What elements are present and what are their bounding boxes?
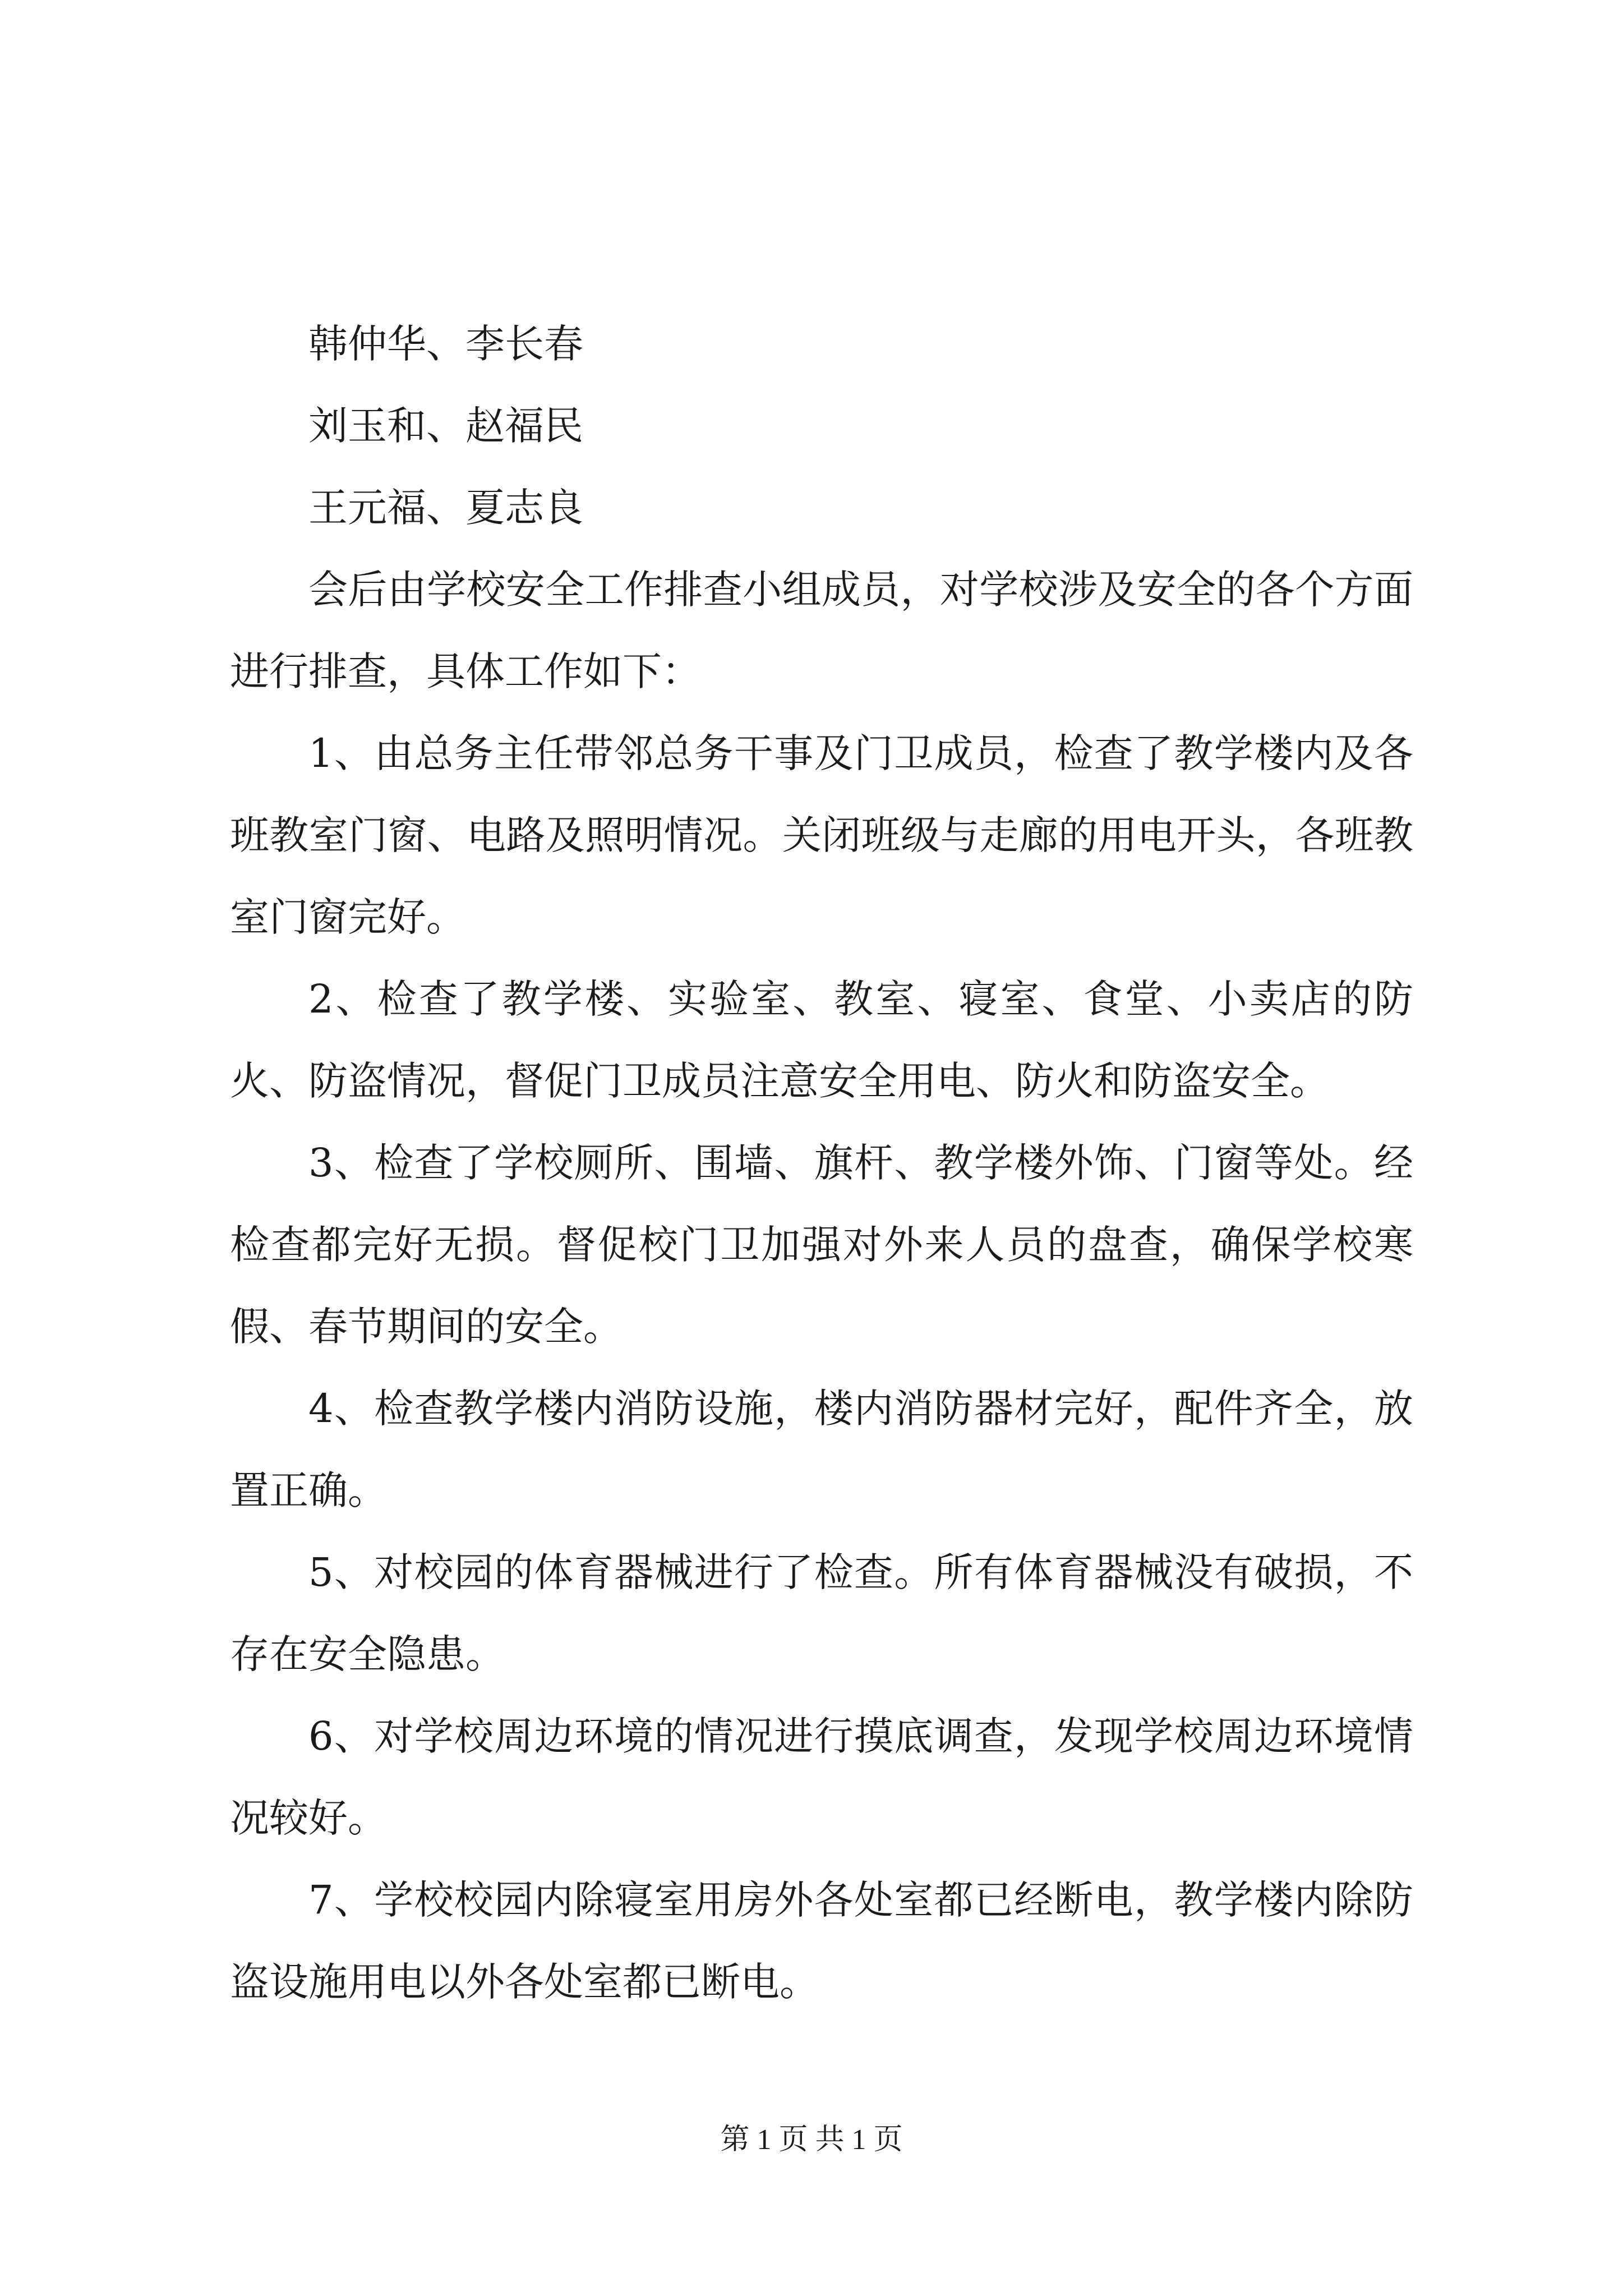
name-line: 王元福、夏志良 (308, 485, 583, 531)
item-paragraph-2: 2、检查了教学楼、实验室、教室、寝室、食堂、小卖店的防火、防盗情况，督促门卫成员注意安全用电、防火和防盗安全。 (230, 976, 1413, 1104)
item-paragraph-6: 6、对学校周边环境的情况进行摸底调查，发现学校周边环境情况较好。 (230, 1713, 1413, 1841)
name-line: 韩仲华、李长春 (308, 321, 583, 367)
name-line: 刘玉和、赵福民 (308, 403, 583, 449)
item-paragraph-1: 1、由总务主任带邻总务干事及门卫成员，检查了教学楼内及各班教室门窗、电路及照明情况。关闭班级与走廊的用电开头，各班教室门窗完好。 (230, 730, 1413, 940)
document-body (230, 303, 1413, 2023)
item-paragraph-5: 5、对校园的体育器械进行了检查。所有体育器械没有破损，不存在安全隐患。 (230, 1549, 1413, 1677)
page-footer: 第 1 页 共 1 页 (720, 2124, 903, 2156)
item-paragraph-3: 3、检查了学校厕所、围墙、旗杆、教学楼外饰、门窗等处。经检查都完好无损。督促校门卫加强对外来人员的盘查，确保学校寒假、春节期间的安全。 (230, 1140, 1413, 1350)
item-paragraph-7: 7、学校校园内除寝室用房外各处室都已经断电，教学楼内除防盗设施用电以外各处室都已断电。 (230, 1877, 1413, 2005)
item-paragraph-4: 4、检查教学楼内消防设施，楼内消防器材完好，配件齐全，放置正确。 (230, 1386, 1413, 1513)
intro-paragraph: 会后由学校安全工作排查小组成员，对学校涉及安全的各个方面进行排查，具体工作如下： (230, 567, 1413, 694)
